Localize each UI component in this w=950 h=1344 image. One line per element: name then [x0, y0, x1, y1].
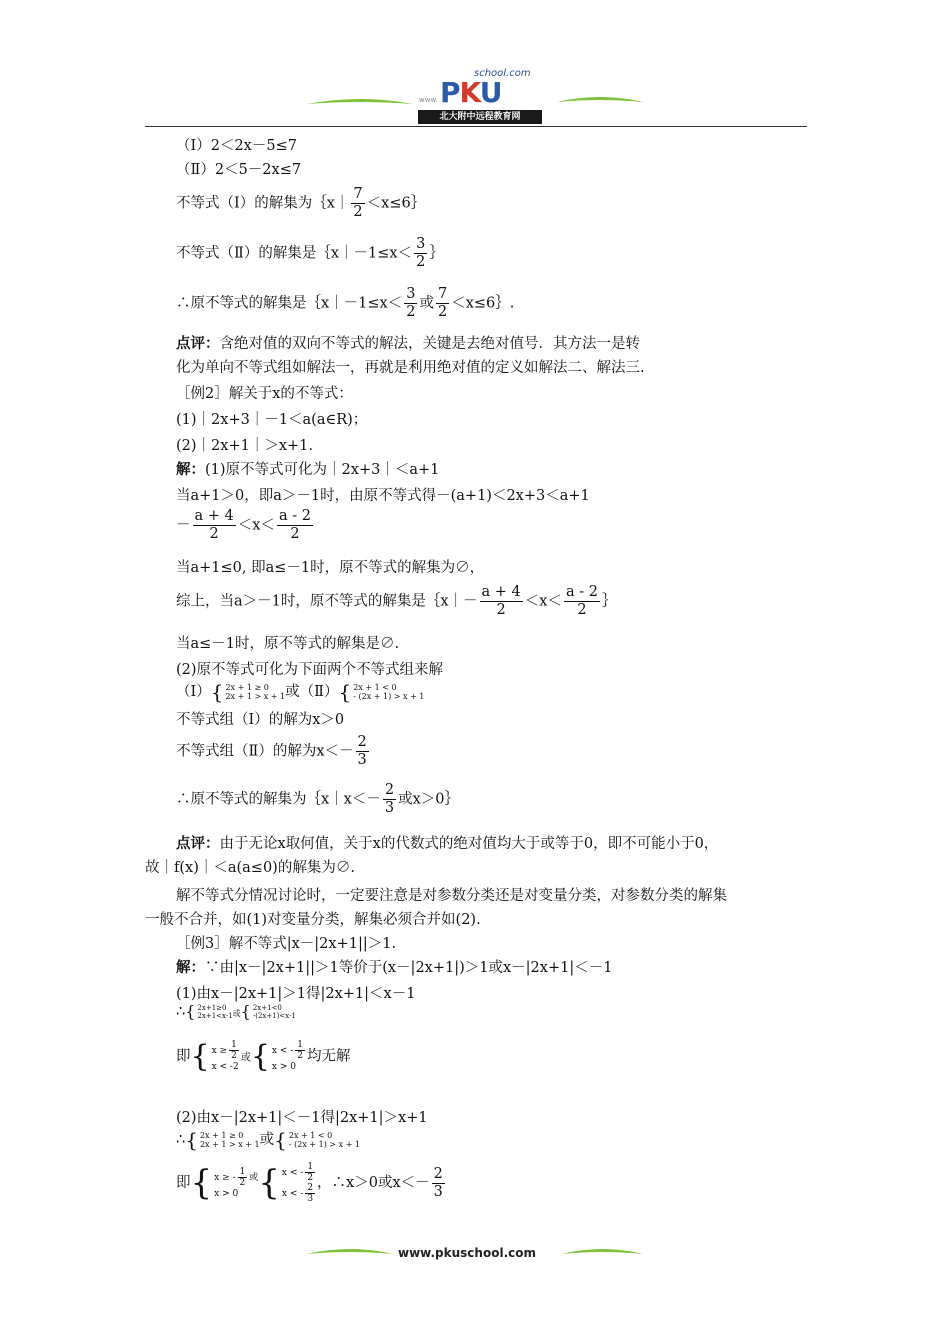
- comment-2: 点评：由于无论x取何值，关于x的代数式的绝对值均大于或等于0，即不可能小于0，: [176, 835, 719, 852]
- logo-banner: 北大附中远程教育网: [418, 110, 542, 124]
- solution-6: 当a≤－1时，原不等式的解集是∅.: [176, 636, 400, 652]
- solution-4: 当a+1≤0, 即a≤－1时，原不等式的解集为∅，: [176, 560, 485, 576]
- solution-2: 当a+1＞0，即a＞－1时，由原不等式得－(a+1)＜2x+3＜a+1: [176, 488, 590, 504]
- example-2-q1: (1)｜2x+3｜－1＜a(a∈R)；: [176, 412, 368, 428]
- logo-school-text: school.com: [474, 68, 531, 79]
- line-3: 不等式（Ⅰ）的解集为｛x｜ $\frac{7}{2}$ ＜x≤6｝: [176, 186, 426, 220]
- paragraph-1: 解不等式分情况讨论时，一定要注意是对参数分类还是对变量分类，对参数分类的解集: [176, 888, 727, 904]
- footer-swoosh-left: [305, 1246, 395, 1260]
- example-3-step-3: 即{ x ≥ $\frac{1}{2}$ x < -2或{ x < - $\frac{1}{2}$ x > 0均无解: [176, 1038, 351, 1074]
- example-3-solution: 解：∵由|x－|2x+1||＞1等价于(x－|2x+1|)＞1或x－|2x+1|＜－1: [176, 959, 613, 976]
- paragraph-2: 一般不合并，如(1)对变量分类，解集必须合并如(2).: [145, 912, 481, 928]
- example-3-step-5: ∴{ 2x + 1 ≥ 0 2x + 1 > x + 1或{ 2x + 1 < 0 - (2x + 1) > x + 1: [176, 1128, 361, 1152]
- system-line: （Ⅰ）{ 2x + 1 ≥ 0 2x + 1 > x + 1或（Ⅱ）{ 2x + 1 < 0 - (2x + 1) > x + 1: [176, 680, 425, 704]
- solution-10: ∴原不等式的解集为｛x｜x＜－ $\frac{2}{3}$ 或x＞0｝: [176, 782, 459, 816]
- line-2: （Ⅱ）2＜5－2x≤7: [176, 162, 302, 178]
- solution-9: 不等式组（Ⅱ）的解为x＜－ $\frac{2}{3}$: [176, 734, 367, 768]
- line-5: ∴原不等式的解集是｛x｜－1≤x＜ $\frac{3}{2}$ 或 $\frac{7}{2}$ ＜x≤6｝.: [176, 286, 515, 320]
- solution-7: (2)原不等式可化为下面两个不等式组来解: [176, 662, 444, 678]
- solution-3: － $\frac{a + 4}{2}$ ＜x＜ $\frac{a - 2}{2}$: [176, 508, 311, 542]
- logo-www: www.: [419, 96, 438, 104]
- example-3-step-6: 即{ x ≥ - $\frac{1}{2}$ 或 x > 0 { x < - $\frac{1}{2}$ x < - $\frac{2}{3}$ ，∴x＞0或x＜－ $\frac{2}{3}$: [176, 1162, 443, 1204]
- example-2-title: ［例2］解关于x的不等式：: [176, 386, 353, 402]
- comment-2-cont: 故｜f(x)｜＜a(a≤0)的解集为∅.: [145, 860, 355, 876]
- example-3-step-1: (1)由x－|2x+1|＞1得|2x+1|＜x－1: [176, 986, 416, 1002]
- logo-pku: PKU: [440, 76, 502, 109]
- footer-url: www.pkuschool.com: [398, 1246, 536, 1260]
- header-swoosh-left: [305, 96, 415, 110]
- example-3-step-2: ∴{ 2x+1≥0 2x+1<x-1或{ 2x+1<0 -(2x+1)<x-1: [176, 1002, 296, 1021]
- solution-8: 不等式组（Ⅰ）的解为x＞0: [176, 712, 345, 728]
- header-swoosh-right: [555, 94, 645, 108]
- solution-1: 解：(1)原不等式可化为｜2x+3｜＜a+1: [176, 461, 440, 478]
- line-1: （Ⅰ）2＜2x－5≤7: [176, 138, 297, 154]
- solution-5: 综上，当a＞－1时，原不等式的解集是｛x｜－ $\frac{a + 4}{2}$ ＜x＜ $\frac{a - 2}{2}$ ｝: [176, 584, 617, 618]
- footer-swoosh-right: [560, 1246, 645, 1260]
- comment-1-cont: 化为单向不等式组如解法一，再就是利用绝对值的定义如解法二、解法三.: [176, 360, 645, 376]
- comment-1: 点评：含绝对值的双向不等式的解法，关键是去绝对值号．其方法一是转: [176, 335, 640, 352]
- header-rule: [145, 126, 807, 127]
- line-4: 不等式（Ⅱ）的解集是｛x｜－1≤x＜ $\frac{3}{2}$ ｝: [176, 236, 444, 270]
- example-3-step-4: (2)由x－|2x+1|＜－1得|2x+1|＞x+1: [176, 1110, 428, 1126]
- example-3-title: ［例3］解不等式|x－|2x+1||＞1.: [176, 936, 397, 952]
- example-2-q2: (2)｜2x+1｜＞x+1.: [176, 438, 313, 454]
